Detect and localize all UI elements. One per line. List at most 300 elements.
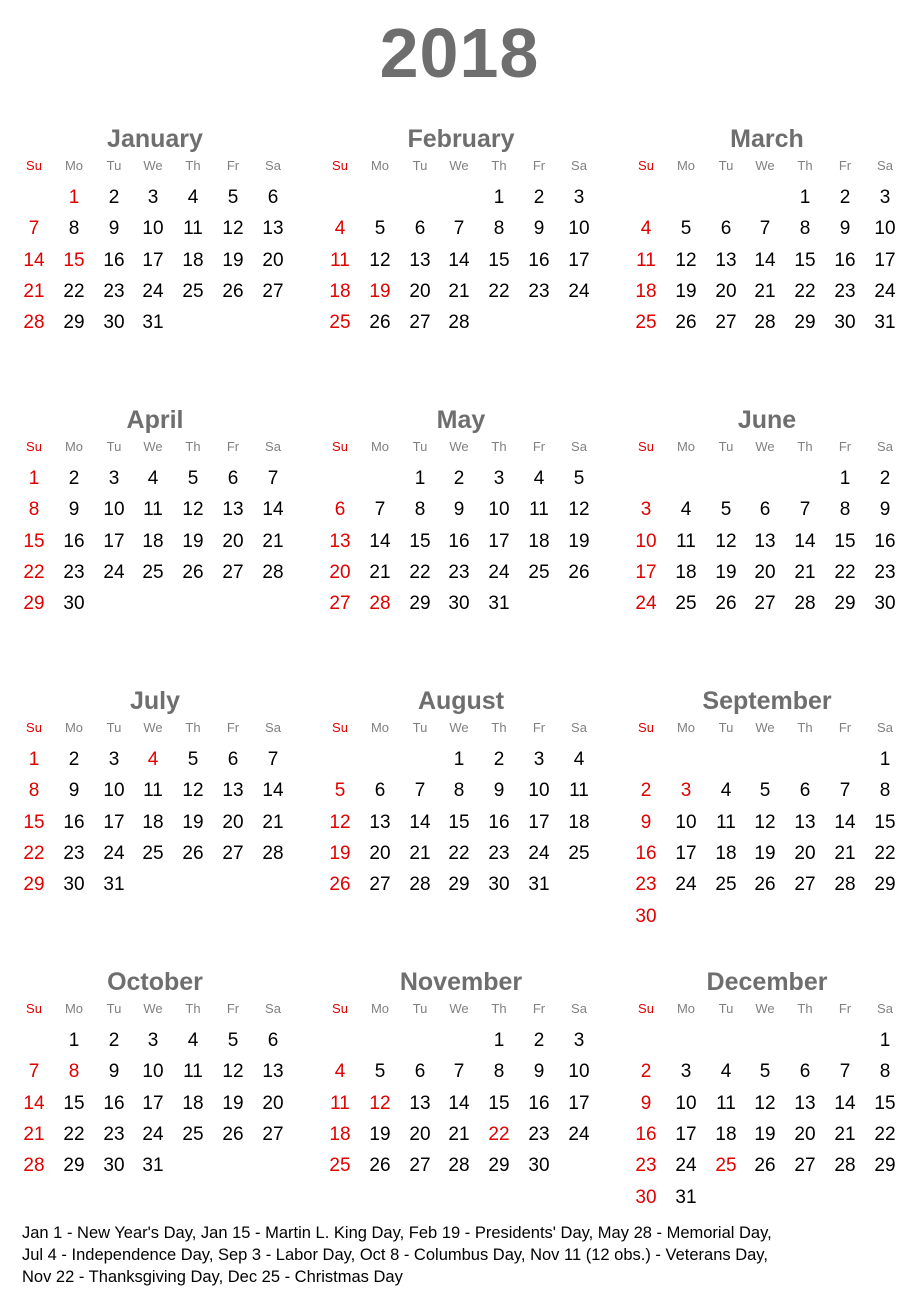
day: 11 bbox=[143, 780, 163, 802]
day: 14 bbox=[834, 1092, 856, 1114]
day: 21 bbox=[262, 811, 284, 833]
day: 6 bbox=[414, 1061, 426, 1083]
day-sunday: 7 bbox=[28, 218, 40, 240]
day: 12 bbox=[369, 249, 391, 271]
day: 6 bbox=[227, 749, 239, 770]
day: 31 bbox=[488, 593, 510, 615]
day: 12 bbox=[182, 780, 204, 802]
day-sunday: 2 bbox=[640, 780, 652, 802]
day-sunday: 11 bbox=[330, 1092, 350, 1114]
day: 25 bbox=[675, 593, 697, 615]
day: 16 bbox=[448, 530, 470, 552]
day: 1 bbox=[839, 468, 851, 489]
day: 15 bbox=[488, 249, 510, 271]
day: 3 bbox=[573, 1030, 585, 1051]
day: 17 bbox=[528, 811, 550, 833]
day: 22 bbox=[63, 280, 85, 302]
day: 28 bbox=[834, 874, 856, 896]
day: 13 bbox=[794, 811, 816, 833]
day: 28 bbox=[262, 842, 284, 864]
day: 13 bbox=[715, 249, 737, 271]
day: 22 bbox=[63, 1123, 85, 1145]
day: 26 bbox=[222, 1123, 244, 1145]
day: 21 bbox=[794, 561, 816, 583]
day: 6 bbox=[799, 1061, 811, 1083]
day: 26 bbox=[754, 1155, 776, 1177]
day: 12 bbox=[568, 499, 590, 521]
day-holiday: 4 bbox=[147, 749, 159, 770]
day: 6 bbox=[759, 499, 771, 521]
day: 20 bbox=[369, 842, 391, 864]
day-sunday: 25 bbox=[635, 312, 657, 334]
day: 17 bbox=[488, 530, 510, 552]
day: 9 bbox=[533, 1061, 545, 1083]
day-sunday: 3 bbox=[640, 499, 652, 521]
day: 6 bbox=[267, 187, 279, 208]
day: 29 bbox=[794, 312, 816, 334]
day: 9 bbox=[108, 1061, 120, 1083]
day: 10 bbox=[142, 218, 164, 240]
day-sunday: 9 bbox=[640, 811, 652, 833]
day: 27 bbox=[409, 312, 431, 334]
day: 31 bbox=[675, 1186, 697, 1208]
day: 16 bbox=[528, 1092, 550, 1114]
day: 13 bbox=[409, 1092, 431, 1114]
day: 27 bbox=[222, 842, 244, 864]
holiday-list bbox=[22, 1222, 912, 1288]
day: 9 bbox=[839, 218, 851, 240]
weekday-label: Su bbox=[638, 158, 654, 173]
day: 8 bbox=[493, 1061, 505, 1083]
day: 16 bbox=[103, 249, 125, 271]
day: 15 bbox=[409, 530, 431, 552]
day-sunday: 24 bbox=[635, 593, 657, 615]
day: 25 bbox=[528, 561, 550, 583]
day: 25 bbox=[142, 561, 164, 583]
day: 27 bbox=[715, 312, 737, 334]
day: 19 bbox=[222, 249, 244, 271]
day: 11 bbox=[716, 1092, 736, 1114]
day: 20 bbox=[794, 1123, 816, 1145]
day-holiday: 15 bbox=[63, 249, 85, 271]
day: 30 bbox=[488, 874, 510, 896]
day: 24 bbox=[103, 561, 125, 583]
day: 17 bbox=[103, 811, 125, 833]
day: 25 bbox=[142, 842, 164, 864]
day: 5 bbox=[759, 780, 771, 802]
day: 3 bbox=[108, 468, 120, 489]
day: 8 bbox=[493, 218, 505, 240]
day: 16 bbox=[834, 249, 856, 271]
day-sunday: 8 bbox=[28, 780, 40, 802]
day: 27 bbox=[754, 593, 776, 615]
day: 25 bbox=[715, 874, 737, 896]
day: 5 bbox=[720, 499, 732, 521]
holiday-line: Jan 1 - New Year's Day, Jan 15 - Martin L. King Day, Feb 19 - Presidents' Day, May 28 - Memorial Day, bbox=[22, 1224, 772, 1242]
weekday-label: We bbox=[449, 158, 469, 173]
day: 12 bbox=[222, 218, 244, 240]
day: 24 bbox=[142, 280, 164, 302]
day-holiday: 19 bbox=[369, 280, 391, 302]
day-holiday: 1 bbox=[68, 187, 80, 208]
day: 7 bbox=[453, 218, 465, 240]
day: 23 bbox=[103, 1123, 125, 1145]
day: 23 bbox=[874, 561, 896, 583]
day-sunday: 30 bbox=[635, 1186, 657, 1208]
holiday-line: Nov 22 - Thanksgiving Day, Dec 25 - Christmas Day bbox=[22, 1268, 403, 1286]
day: 6 bbox=[374, 780, 386, 802]
day-sunday: 14 bbox=[23, 249, 45, 271]
day: 26 bbox=[369, 312, 391, 334]
day: 14 bbox=[794, 530, 816, 552]
day: 10 bbox=[874, 218, 896, 240]
weekday-label: We bbox=[755, 1001, 775, 1016]
weekday-label: Tu bbox=[718, 720, 734, 735]
day: 4 bbox=[720, 780, 732, 802]
day: 9 bbox=[493, 780, 505, 802]
day-sunday: 28 bbox=[23, 312, 45, 334]
day: 5 bbox=[680, 218, 692, 240]
weekday-label: Su bbox=[332, 1001, 348, 1016]
day: 27 bbox=[409, 1155, 431, 1177]
day: 8 bbox=[799, 218, 811, 240]
day: 25 bbox=[568, 842, 590, 864]
day: 29 bbox=[488, 1155, 510, 1177]
day: 3 bbox=[533, 749, 545, 770]
day: 17 bbox=[142, 249, 164, 271]
weekday-label: Sa bbox=[571, 720, 587, 735]
day: 7 bbox=[839, 780, 851, 802]
day: 3 bbox=[680, 1061, 692, 1083]
day: 16 bbox=[63, 530, 85, 552]
day: 19 bbox=[715, 561, 737, 583]
day: 27 bbox=[262, 280, 284, 302]
weekday-label: Mo bbox=[64, 1001, 84, 1016]
day: 31 bbox=[103, 874, 125, 896]
weekday-label: Mo bbox=[370, 158, 390, 173]
day: 14 bbox=[409, 811, 431, 833]
day: 23 bbox=[103, 280, 125, 302]
day: 14 bbox=[448, 1092, 470, 1114]
weekday-label: Su bbox=[26, 720, 42, 735]
weekday-label: Fr bbox=[226, 720, 240, 735]
day: 10 bbox=[142, 1061, 164, 1083]
day-sunday: 26 bbox=[329, 874, 351, 896]
day: 7 bbox=[267, 749, 279, 770]
day: 13 bbox=[754, 530, 776, 552]
day: 18 bbox=[528, 530, 550, 552]
weekday-label: Tu bbox=[412, 1001, 428, 1016]
weekday-label: Fr bbox=[838, 1001, 852, 1016]
day: 18 bbox=[142, 811, 164, 833]
weekday-label: Fr bbox=[226, 158, 240, 173]
day: 13 bbox=[222, 780, 244, 802]
day: 30 bbox=[63, 874, 85, 896]
day: 7 bbox=[414, 780, 426, 802]
day: 14 bbox=[262, 780, 284, 802]
day-sunday: 25 bbox=[329, 1155, 351, 1177]
day: 26 bbox=[182, 842, 204, 864]
day: 27 bbox=[794, 1155, 816, 1177]
day-sunday: 13 bbox=[329, 530, 351, 552]
weekday-label: Th bbox=[491, 720, 507, 735]
day: 26 bbox=[754, 874, 776, 896]
day: 3 bbox=[493, 468, 505, 489]
weekday-label: Mo bbox=[370, 720, 390, 735]
weekday-label: Tu bbox=[718, 158, 734, 173]
day: 5 bbox=[374, 218, 386, 240]
day: 7 bbox=[839, 1061, 851, 1083]
day: 15 bbox=[874, 811, 896, 833]
day: 8 bbox=[839, 499, 851, 521]
day: 6 bbox=[227, 468, 239, 489]
day: 21 bbox=[409, 842, 431, 864]
day: 11 bbox=[529, 499, 549, 521]
day: 27 bbox=[222, 561, 244, 583]
day-sunday: 14 bbox=[23, 1092, 45, 1114]
day-holiday: 28 bbox=[369, 593, 391, 615]
day: 10 bbox=[568, 218, 590, 240]
day: 21 bbox=[262, 530, 284, 552]
day: 30 bbox=[448, 593, 470, 615]
weekday-label: Sa bbox=[571, 439, 587, 454]
day-sunday: 23 bbox=[635, 1155, 657, 1177]
day-sunday: 25 bbox=[329, 312, 351, 334]
day: 4 bbox=[720, 1061, 732, 1083]
weekday-label: Sa bbox=[877, 158, 893, 173]
day-sunday: 18 bbox=[635, 280, 657, 302]
day: 20 bbox=[222, 811, 244, 833]
day: 17 bbox=[568, 1092, 590, 1114]
day: 27 bbox=[369, 874, 391, 896]
weekday-label: Fr bbox=[532, 1001, 546, 1016]
day: 9 bbox=[68, 499, 80, 521]
weekday-label: Sa bbox=[877, 1001, 893, 1016]
weekday-label: We bbox=[449, 439, 469, 454]
day: 1 bbox=[493, 187, 505, 208]
weekday-label: Th bbox=[797, 439, 813, 454]
weekday-label: We bbox=[449, 720, 469, 735]
day-sunday: 29 bbox=[23, 593, 45, 615]
month-title: February bbox=[407, 125, 515, 153]
weekday-label: Th bbox=[797, 720, 813, 735]
weekday-label: Mo bbox=[676, 158, 696, 173]
weekday-label: Fr bbox=[532, 158, 546, 173]
day: 23 bbox=[528, 1123, 550, 1145]
weekday-label: Mo bbox=[64, 158, 84, 173]
day: 18 bbox=[715, 842, 737, 864]
day: 26 bbox=[715, 593, 737, 615]
day: 9 bbox=[68, 780, 80, 802]
day-holiday: 8 bbox=[68, 1061, 80, 1083]
day: 8 bbox=[879, 1061, 891, 1083]
day: 8 bbox=[879, 780, 891, 802]
day: 28 bbox=[448, 1155, 470, 1177]
weekday-label: Tu bbox=[412, 439, 428, 454]
day: 24 bbox=[528, 842, 550, 864]
day: 20 bbox=[409, 1123, 431, 1145]
weekday-label: Tu bbox=[106, 439, 122, 454]
day-sunday: 11 bbox=[636, 249, 656, 271]
day: 12 bbox=[182, 499, 204, 521]
day: 7 bbox=[759, 218, 771, 240]
day: 4 bbox=[533, 468, 545, 489]
day-sunday: 1 bbox=[28, 468, 40, 489]
weekday-label: Th bbox=[185, 720, 201, 735]
weekday-label: Su bbox=[332, 158, 348, 173]
day-sunday: 22 bbox=[23, 842, 45, 864]
day: 14 bbox=[754, 249, 776, 271]
day: 20 bbox=[262, 249, 284, 271]
day-sunday: 4 bbox=[334, 1061, 346, 1083]
month-title: March bbox=[730, 125, 804, 153]
day: 21 bbox=[834, 842, 856, 864]
day: 24 bbox=[568, 280, 590, 302]
day: 4 bbox=[147, 468, 159, 489]
weekday-label: Th bbox=[491, 158, 507, 173]
day: 29 bbox=[834, 593, 856, 615]
weekday-label: Su bbox=[332, 720, 348, 735]
weekday-label: Th bbox=[185, 158, 201, 173]
day: 14 bbox=[262, 499, 284, 521]
day: 2 bbox=[108, 187, 120, 208]
day: 21 bbox=[448, 280, 470, 302]
weekday-label: Su bbox=[332, 439, 348, 454]
day-sunday: 28 bbox=[23, 1155, 45, 1177]
day: 5 bbox=[227, 1030, 239, 1051]
day-sunday: 17 bbox=[635, 561, 657, 583]
day: 1 bbox=[414, 468, 426, 489]
day: 19 bbox=[675, 280, 697, 302]
day: 29 bbox=[874, 874, 896, 896]
weekday-label: Tu bbox=[718, 439, 734, 454]
day: 23 bbox=[528, 280, 550, 302]
month-title: April bbox=[126, 406, 184, 434]
month-title: June bbox=[737, 406, 797, 434]
day: 16 bbox=[488, 811, 510, 833]
month-title: October bbox=[107, 968, 203, 996]
weekday-label: Mo bbox=[370, 439, 390, 454]
day: 10 bbox=[103, 780, 125, 802]
day: 19 bbox=[754, 842, 776, 864]
day: 26 bbox=[675, 312, 697, 334]
day: 4 bbox=[573, 749, 585, 770]
day-sunday: 10 bbox=[635, 530, 657, 552]
day: 7 bbox=[267, 468, 279, 489]
day: 23 bbox=[488, 842, 510, 864]
weekday-label: Sa bbox=[265, 158, 281, 173]
day: 24 bbox=[675, 874, 697, 896]
day: 4 bbox=[187, 1030, 199, 1051]
day: 1 bbox=[453, 749, 465, 770]
day: 3 bbox=[573, 187, 585, 208]
day: 18 bbox=[142, 530, 164, 552]
weekday-label: Mo bbox=[676, 1001, 696, 1016]
day: 15 bbox=[488, 1092, 510, 1114]
day-sunday: 11 bbox=[330, 249, 350, 271]
day: 27 bbox=[794, 874, 816, 896]
day: 2 bbox=[493, 749, 505, 770]
day-holiday: 22 bbox=[488, 1123, 510, 1145]
day: 14 bbox=[369, 530, 391, 552]
day: 11 bbox=[569, 780, 589, 802]
day-sunday: 23 bbox=[635, 874, 657, 896]
day: 24 bbox=[675, 1155, 697, 1177]
day: 31 bbox=[528, 874, 550, 896]
day-sunday: 4 bbox=[334, 218, 346, 240]
day-sunday: 16 bbox=[635, 842, 657, 864]
day: 13 bbox=[222, 499, 244, 521]
day: 19 bbox=[568, 530, 590, 552]
day: 24 bbox=[874, 280, 896, 302]
day: 23 bbox=[448, 561, 470, 583]
weekday-label: We bbox=[143, 158, 163, 173]
day: 17 bbox=[675, 1123, 697, 1145]
day: 8 bbox=[68, 218, 80, 240]
weekday-label: Tu bbox=[106, 720, 122, 735]
weekday-label: Sa bbox=[265, 720, 281, 735]
day: 2 bbox=[68, 749, 80, 770]
day: 2 bbox=[453, 468, 465, 489]
day: 20 bbox=[754, 561, 776, 583]
day: 22 bbox=[794, 280, 816, 302]
weekday-label: Tu bbox=[412, 158, 428, 173]
day-holiday: 25 bbox=[715, 1155, 737, 1177]
weekday-label: We bbox=[143, 720, 163, 735]
day-sunday: 15 bbox=[23, 811, 45, 833]
weekday-label: Mo bbox=[676, 439, 696, 454]
day: 30 bbox=[103, 312, 125, 334]
day: 19 bbox=[369, 1123, 391, 1145]
weekday-label: Mo bbox=[370, 1001, 390, 1016]
day: 29 bbox=[409, 593, 431, 615]
day: 17 bbox=[675, 842, 697, 864]
day: 3 bbox=[147, 1030, 159, 1051]
weekday-label: Su bbox=[26, 158, 42, 173]
day: 5 bbox=[187, 749, 199, 770]
day: 10 bbox=[675, 1092, 697, 1114]
day: 22 bbox=[874, 842, 896, 864]
day: 17 bbox=[568, 249, 590, 271]
day: 21 bbox=[369, 561, 391, 583]
day-sunday: 8 bbox=[28, 499, 40, 521]
weekday-label: Fr bbox=[532, 439, 546, 454]
day: 19 bbox=[222, 1092, 244, 1114]
day-sunday: 1 bbox=[28, 749, 40, 770]
day: 28 bbox=[262, 561, 284, 583]
day: 15 bbox=[794, 249, 816, 271]
weekday-label: Sa bbox=[571, 1001, 587, 1016]
day: 28 bbox=[448, 312, 470, 334]
day: 10 bbox=[528, 780, 550, 802]
day: 26 bbox=[182, 561, 204, 583]
day: 14 bbox=[834, 811, 856, 833]
day: 13 bbox=[794, 1092, 816, 1114]
day: 11 bbox=[676, 530, 696, 552]
weekday-label: We bbox=[755, 158, 775, 173]
day: 9 bbox=[108, 218, 120, 240]
weekday-label: Fr bbox=[838, 720, 852, 735]
day-sunday: 20 bbox=[329, 561, 351, 583]
day: 31 bbox=[874, 312, 896, 334]
month-title: January bbox=[107, 125, 203, 153]
weekday-label: Sa bbox=[877, 439, 893, 454]
month-title: July bbox=[129, 687, 181, 715]
day: 15 bbox=[834, 530, 856, 552]
day: 7 bbox=[453, 1061, 465, 1083]
day: 18 bbox=[675, 561, 697, 583]
day: 24 bbox=[488, 561, 510, 583]
